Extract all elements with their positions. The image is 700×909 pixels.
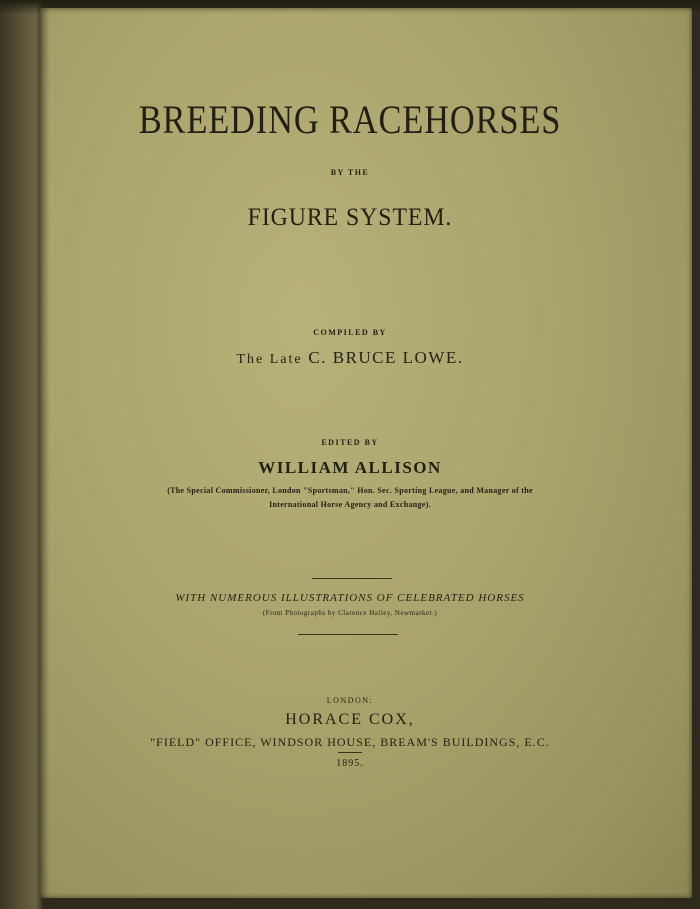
book-subtitle: FIGURE SYSTEM.: [247, 204, 453, 231]
credentials-line-1: (The Special Commissioner, London "Sportsman," Hon. Sec. Sporting League, and Manager of the: [167, 486, 533, 495]
book-cover-edge: [0, 0, 42, 909]
editor-name: WILLIAM ALLISON: [258, 458, 442, 477]
divider-rule-top: [312, 578, 392, 579]
compiled-by-label: COMPILED BY: [313, 328, 387, 337]
publisher-address: "FIELD" OFFICE, WINDSOR HOUSE, BREAM'S BUILDINGS, E.C.: [150, 735, 550, 749]
title-page: [40, 8, 692, 898]
book-title: BREEDING RACEHORSES: [138, 97, 562, 142]
publication-place: LONDON:: [326, 696, 374, 705]
edited-by-label: EDITED BY: [321, 438, 379, 447]
by-the-label: BY THE: [330, 168, 370, 177]
publication-year: 1895.: [336, 758, 364, 769]
author-line: [40, 348, 660, 368]
publisher-name: HORACE COX,: [285, 711, 415, 728]
editor-credentials: [40, 484, 660, 512]
author-name: C. BRUCE LOWE.: [302, 348, 464, 367]
illustrations-note: WITH NUMEROUS ILLUSTRATIONS OF CELEBRATED HORSES: [175, 592, 525, 604]
divider-rule-bottom: [298, 634, 398, 635]
year-rule: [338, 752, 362, 753]
author-prefix: The Late: [236, 352, 303, 367]
credentials-line-2: International Horse Agency and Exchange).: [269, 500, 431, 509]
photo-credit: (From Photographs by Clarence Hailey, Newmarket.): [262, 609, 438, 617]
